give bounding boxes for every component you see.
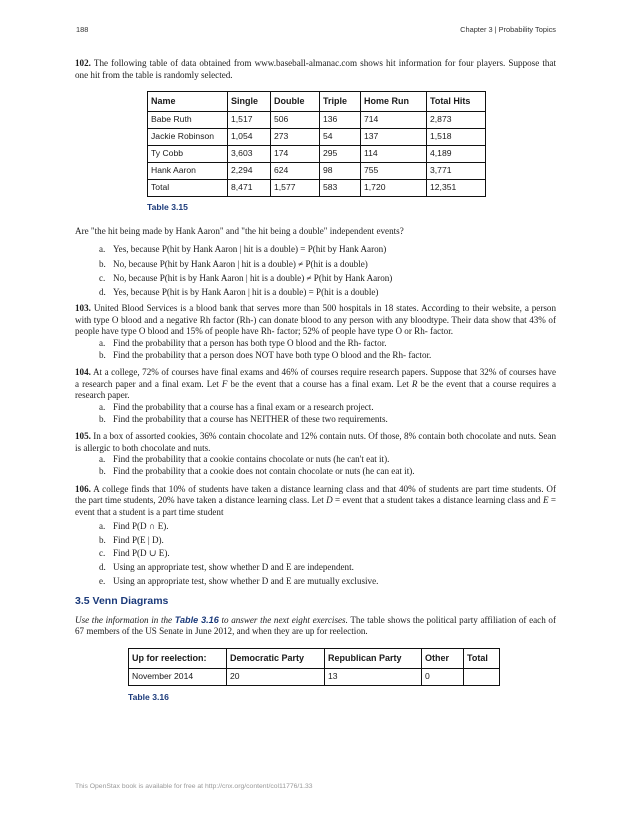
problem-102 [75,58,556,81]
table-cell: 583 [320,180,361,197]
table-cell: 4,189 [427,146,486,163]
column-header: Single [228,92,271,112]
table-reference-link[interactable]: Table 3.16 [174,614,219,625]
table-cell: 3,603 [228,146,271,163]
section-title: 3.5 Venn Diagrams [75,595,169,608]
table-cell: Babe Ruth [148,112,228,129]
variable-r: R [411,378,418,389]
problem-text: = event that a student is a part time student [75,495,556,517]
list-text: Find P(D ∩ E). [113,521,169,532]
table-cell: 136 [320,112,361,129]
list-marker: e. [99,575,106,586]
sub-question [75,575,556,589]
page-number: 188 [76,25,89,34]
list-marker: c. [99,548,106,559]
player-row [148,163,486,180]
list-marker: a. [99,454,106,465]
table-cell: 1,054 [228,129,271,146]
intro-text: Use the information in the [75,614,175,625]
table-cell: 1,518 [427,129,486,146]
list-text: Find the probability that a cookie contains chocolate or nuts (he can't eat it). [113,454,390,465]
table-cell: 2,873 [427,112,486,129]
list-marker: d. [99,286,106,297]
answer-option [75,271,556,285]
sub-question [75,402,556,414]
table-cell: 1,517 [228,112,271,129]
column-header: Republican Party [325,649,422,669]
list-text: Yes, because P(hit by Hank Aaron | hit is a double) = P(hit by Hank Aaron) [113,244,387,255]
footer-note: This OpenStax book is available for free at http://cnx.org/content/col11776/1.33 [75,783,313,790]
table-cell: 3,771 [427,163,486,180]
reelection-row [129,669,500,686]
column-header: Total [464,649,500,669]
section-intro [75,615,556,638]
list-marker: a. [99,244,106,255]
problem-105-parts [75,454,556,477]
table-caption: Table 3.16 [128,692,169,703]
intro-text: to answer the next eight exercises. [218,614,348,625]
list-marker: a. [99,337,106,348]
list-text: Find the probability that a cookie does not contain chocolate or nuts (he can eat it). [113,465,415,476]
variable-f: F [221,378,228,389]
table-cell: 8,471 [228,180,271,197]
list-text: Find the probability that a person does NOT have both type O blood and the Rh- factor. [113,349,432,360]
intro-text: The table shows the political party affiliation of each of 67 members of the US Senate in June 2012, and when they are up for reelection. [75,614,557,637]
table-cell: 98 [320,163,361,180]
variable-e: E [542,495,549,506]
chapter-title: Chapter 3 | Probability Topics [460,25,556,34]
table-cell: 755 [361,163,427,180]
problem-103-parts [75,338,556,361]
list-text: Find the probability that a course has NEITHER of these two requirements. [113,413,388,424]
table-cell: 174 [271,146,320,163]
reelection-table [128,648,500,686]
problem-text: be the event that a course has a final exam. Let [227,378,412,389]
problem-text: A college finds that 10% of students have taken a distance learning class and that 40% of students are part time students. Of the part time students, 20% have taken a distance learning class. Let [75,483,556,506]
sub-question [75,547,556,561]
list-marker: b. [99,349,106,360]
answer-option [75,242,556,256]
list-text: Yes, because P(hit is by Hank Aaron | hit is a double) = P(hit is a double) [113,286,379,297]
list-marker: c. [99,272,106,283]
list-text: Find the probability that a course has a final exam or a research project. [113,401,374,412]
column-header: Up for reelection: [129,649,227,669]
table-cell: November 2014 [129,669,227,686]
table-cell [464,669,500,686]
list-text: No, because P(hit is by Hank Aaron | hit is a double) ≠ P(hit by Hank Aaron) [113,272,393,283]
table-cell: Hank Aaron [148,163,228,180]
sub-question [75,338,556,350]
list-marker: b. [99,413,106,424]
sub-question [75,466,556,478]
table-cell: 624 [271,163,320,180]
list-text: Find the probability that a person has both type O blood and the Rh- factor. [113,337,387,348]
problem-text: In a box of assorted cookies, 36% contain chocolate and 12% contain nuts. Of those, 8% contain both chocolate and nuts. Sean is allergic to both chocolate and nuts. [75,431,557,453]
table-cell: 714 [361,112,427,129]
list-marker: a. [99,401,106,412]
sub-question [75,454,556,466]
answer-option [75,285,556,299]
table-cell: 1,577 [271,180,320,197]
problem-104-parts [75,402,556,425]
table-cell: 273 [271,129,320,146]
table-cell: Jackie Robinson [148,129,228,146]
table-cell: 13 [325,669,422,686]
column-header: Triple [320,92,361,112]
list-text: Find P(D ∪ E). [113,548,170,559]
player-row [148,146,486,163]
column-header: Other [422,649,464,669]
table-cell: 20 [227,669,325,686]
column-header: Name [148,92,228,112]
variable-d: D [326,495,333,506]
table-cell: 2,294 [228,163,271,180]
table-cell: Ty Cobb [148,146,228,163]
column-header: Home Run [361,92,427,112]
problem-number: 102. [75,58,91,68]
problem-text: be the event that a course requires a research paper. [75,378,556,401]
column-header: Democratic Party [227,649,325,669]
list-marker: b. [99,534,106,545]
player-row [148,129,486,146]
table-cell: Total [148,180,228,197]
independence-question: Are "the hit being made by Hank Aaron" and "the hit being a double" independent events? [75,225,404,236]
problem-103 [75,303,556,338]
player-row [148,112,486,129]
list-text: No, because P(hit by Hank Aaron | hit is a double) ≠ P(hit is a double) [113,258,368,269]
table-cell: 0 [422,669,464,686]
table-cell: 1,720 [361,180,427,197]
sub-question [75,561,556,575]
list-text: Using an appropriate test, show whether D and E are mutually exclusive. [113,575,379,586]
problem-105 [75,431,556,454]
table-cell: 114 [361,146,427,163]
problem-text: The following table of data obtained from www.baseball-almanac.com shows hit information for four players. Suppose that one hit from the table is randomly selected. [75,58,557,80]
sub-question [75,520,556,534]
table-cell: 506 [271,112,320,129]
table-cell: 12,351 [427,180,486,197]
list-text: Find P(E | D). [113,534,164,545]
problem-number: 103. [75,303,91,314]
list-marker: b. [99,258,106,269]
problem-106-parts [75,520,556,588]
answer-options [75,242,556,299]
answer-option [75,257,556,271]
problem-number: 104. [75,367,91,378]
problem-text: United Blood Services is a blood bank that serves more than 500 hospitals in 18 states. According to their website, a person with type O blood and a negative Rh factor (Rh-) can donate blood to any person with any bloodtype. Their data show that 43% of people have type O blood and 15% of people have Rh- factor; 52% of people have type O or Rh- factor. [75,303,556,337]
problem-number: 106. [75,483,91,494]
problem-text: At a college, 72% of courses have final exams and 46% of courses require research papers. Suppose that 32% of courses have a research paper and a final exam. Let [75,367,556,389]
sub-question [75,414,556,426]
page-content [75,58,556,704]
sub-question [75,534,556,548]
column-header: Total Hits [427,92,486,112]
table-cell: 54 [320,129,361,146]
player-row [148,180,486,197]
problem-number: 105. [75,431,91,442]
table-caption: Table 3.15 [147,202,188,213]
problem-106 [75,484,556,519]
list-marker: b. [99,465,106,476]
table-cell: 137 [361,129,427,146]
table-cell: 295 [320,146,361,163]
problem-104 [75,367,556,402]
hits-table [147,91,486,197]
column-header: Double [271,92,320,112]
problem-text: = event that a student takes a distance learning class and [332,495,543,506]
list-text: Using an appropriate test, show whether D and E are independent. [113,562,354,573]
sub-question [75,350,556,362]
list-marker: d. [99,562,106,573]
list-marker: a. [99,521,106,532]
